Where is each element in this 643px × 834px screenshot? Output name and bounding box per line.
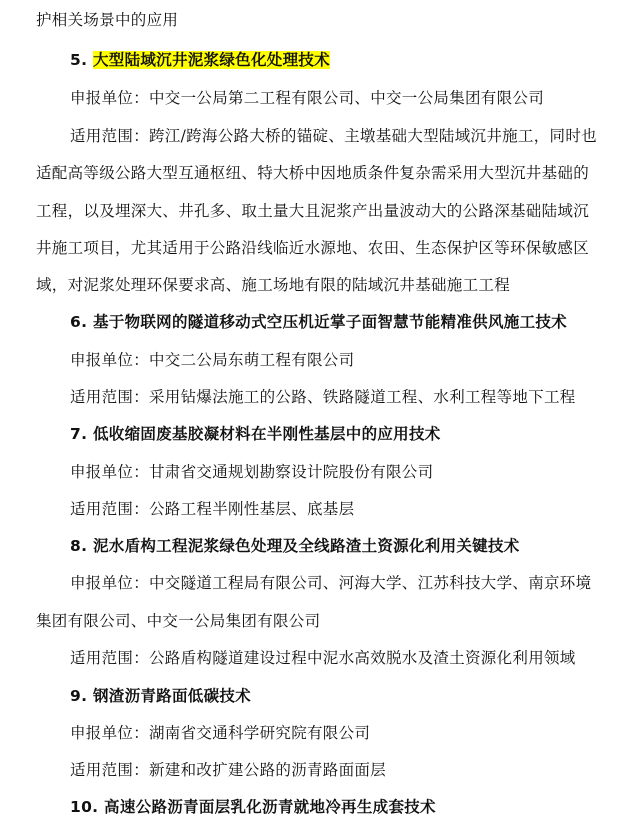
scope-line: 适用范围：采用钻爆法施工的公路、铁路隧道工程、水利工程等地下工程: [70, 388, 576, 406]
section-8-heading: 8. 泥水盾构工程泥浆绿色处理及全线路渣土资源化利用关键技术: [70, 537, 520, 555]
section-6-heading: 6. 基于物联网的隧道移动式空压机近掌子面智慧节能精准供风施工技术: [70, 313, 567, 331]
text-line: 工程，以及埋深大、井孔多、取土量大且泥浆产出量波动大的公路深基础陆域沉: [36, 202, 590, 220]
section-5-heading: [70, 50, 330, 70]
section-9-heading: 9. 钢渣沥青路面低碳技术: [70, 687, 251, 705]
text-line: 域，对泥浆处理环保要求高、施工场地有限的陆域沉井基础施工工程: [36, 276, 511, 294]
text-line: 护相关场景中的应用: [36, 11, 179, 29]
scope-line: 适用范围：跨江/跨海公路大桥的锚碇、主墩基础大型陆域沉井施工，同时也: [70, 127, 597, 145]
section-10-heading: 10. 高速公路沥青面层乳化沥青就地冷再生成套技术: [70, 798, 436, 816]
section-number: 5.: [70, 51, 93, 69]
scope-line: 适用范围：公路工程半刚性基层、底基层: [70, 500, 355, 518]
applicant-line: 申报单位：中交一公局第二工程有限公司、中交一公局集团有限公司: [70, 89, 545, 107]
applicant-line: 申报单位：湖南省交通科学研究院有限公司: [70, 724, 371, 742]
section-7-heading: 7. 低收缩固废基胶凝材料在半刚性基层中的应用技术: [70, 425, 441, 443]
text-line: 集团有限公司、中交一公局集团有限公司: [36, 612, 321, 630]
applicant-line: 申报单位：中交二公局东萌工程有限公司: [70, 351, 355, 369]
highlighted-title: 大型陆域沉井泥浆绿色化处理技术: [92, 51, 330, 69]
scope-line: 适用范围：新建和改扩建公路的沥青路面面层: [70, 761, 387, 779]
applicant-line: 申报单位：甘肃省交通规划勘察设计院股份有限公司: [70, 463, 434, 481]
applicant-line: 申报单位：中交隧道工程局有限公司、河海大学、江苏科技大学、南京环境: [70, 574, 592, 592]
text-line: 适配高等级公路大型互通枢纽、特大桥中因地质条件复杂需采用大型沉井基础的: [36, 164, 590, 182]
text-line: 井施工项目，尤其适用于公路沿线临近水源地、农田、生态保护区等环保敏感区: [36, 239, 590, 257]
scope-line: 适用范围：公路盾构隧道建设过程中泥水高效脱水及渣土资源化利用领域: [70, 649, 576, 667]
